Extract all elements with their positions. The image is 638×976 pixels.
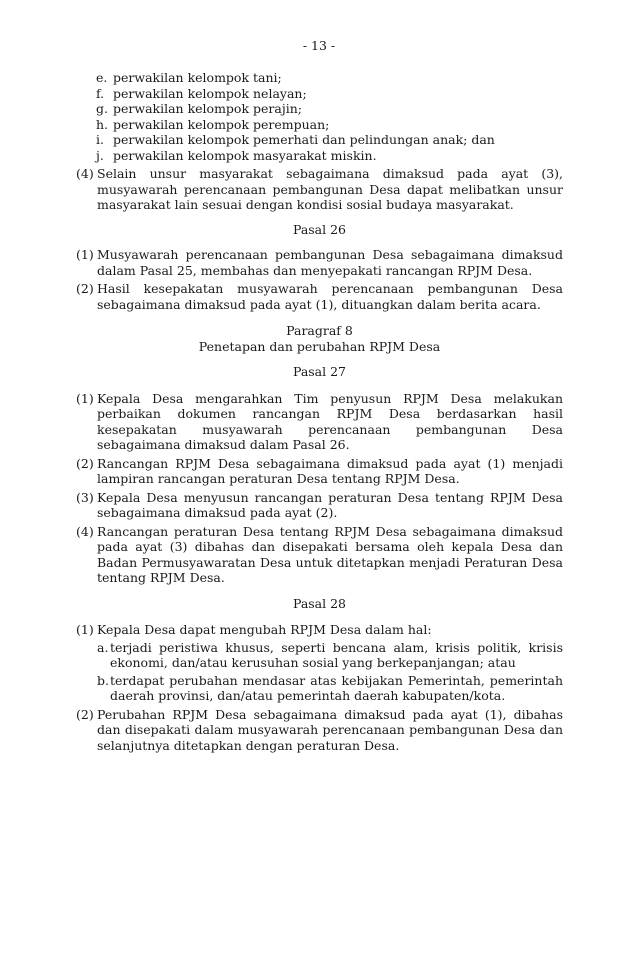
pasal-heading: Pasal 27 — [292, 364, 347, 379]
paragraf-heading: Paragraf 8 — [286, 323, 353, 338]
ayat: (1) Musyawarah perencanaan pembangunan Desa sebagaimana dimaksud dalam Pasal 25, membahas dan menyepakati rancangan RPJM Desa. — [76, 247, 563, 278]
ayat: (1) Kepala Desa dapat mengubah RPJM Desa dalam hal: a. terjadi peristiwa khusus, seperti bencana alam, krisis politik, krisis ekonomi, dan/atau kerusuhan sosial yang berkepanjangan; atau b. terdapat perubahan mendasar atas kebijakan Pemerintah, pemerintah daerah provinsi, dan/atau pemerintah daerah kabupaten/kota. — [76, 622, 563, 703]
ayat-intro: Kepala Desa dapat mengubah RPJM Desa dalam hal: — [97, 622, 432, 637]
page-number: - 13 - — [302, 38, 336, 53]
ayat: (4) Rancangan peraturan Desa tentang RPJM Desa sebagaimana dimaksud pada ayat (3) dibahas dan disepakati bersama oleh kepala Desa dan Badan Permusyawaratan Desa untuk ditetapkan menjadi Peraturan Desa tentang RPJM Desa. — [76, 523, 563, 585]
ayat: (4) Selain unsur masyarakat sebagaimana dimaksud pada ayat (3), musyawarah perencanaan pembangunan Desa dapat melibatkan unsur masyarakat lain sesuai dengan kondisi sosial budaya masyarakat. — [76, 166, 563, 212]
paragraf-title: Penetapan dan perubahan RPJM Desa — [198, 338, 441, 354]
pasal-heading: Pasal 28 — [292, 595, 347, 611]
ayat: (2) Perubahan RPJM Desa sebagaimana dimaksud pada ayat (1), dibahas dan disepakati dalam musyawarah perencanaan pembangunan Desa dan selanjutnya ditetapkan dengan peraturan Desa. — [76, 706, 563, 753]
list-item: j. perwakilan kelompok masyarakat miskin. — [96, 147, 377, 163]
ayat: (2) Rancangan RPJM Desa sebagaimana dimaksud pada ayat (1) menjadi lampiran rancangan peraturan Desa tentang RPJM Desa. — [76, 455, 563, 486]
list-item: g. perwakilan kelompok perajin; — [96, 101, 302, 116]
sub-item: a. terjadi peristiwa khusus, seperti bencana alam, krisis politik, krisis ekonomi, dan/atau kerusuhan sosial yang berkepanjangan; atau — [97, 639, 563, 670]
sub-item: b. terdapat perubahan mendasar atas kebijakan Pemerintah, pemerintah daerah provinsi, dan/atau pemerintah daerah kabupaten/kota. — [97, 672, 563, 703]
list-item: i. perwakilan kelompok pemerhati dan pelindungan anak; dan — [96, 132, 495, 147]
ayat: (1) Kepala Desa mengarahkan Tim penyusun RPJM Desa melakukan perbaikan dokumen rancangan RPJM Desa berdasarkan hasil kesepakatan musyawarah perencanaan pembangunan Desa sebagaimana dimaksud dalam Pasal 26. — [76, 390, 563, 452]
list-item: f. perwakilan kelompok nelayan; — [96, 85, 307, 101]
ayat: (2) Hasil kesepakatan musyawarah perencanaan pembangunan Desa sebagaimana dimaksud pada ayat (1), dituangkan dalam berita acara. — [76, 281, 563, 312]
list-item: h. perwakilan kelompok perempuan; — [96, 116, 330, 132]
pasal-heading: Pasal 26 — [292, 221, 347, 237]
page-content — [76, 70, 563, 756]
list-item: e. perwakilan kelompok tani; — [96, 70, 282, 85]
ayat: (3) Kepala Desa menyusun rancangan peraturan Desa tentang RPJM Desa sebagaimana dimaksud pada ayat (2). — [76, 489, 563, 520]
pasal-25-list-continuation — [96, 70, 563, 163]
